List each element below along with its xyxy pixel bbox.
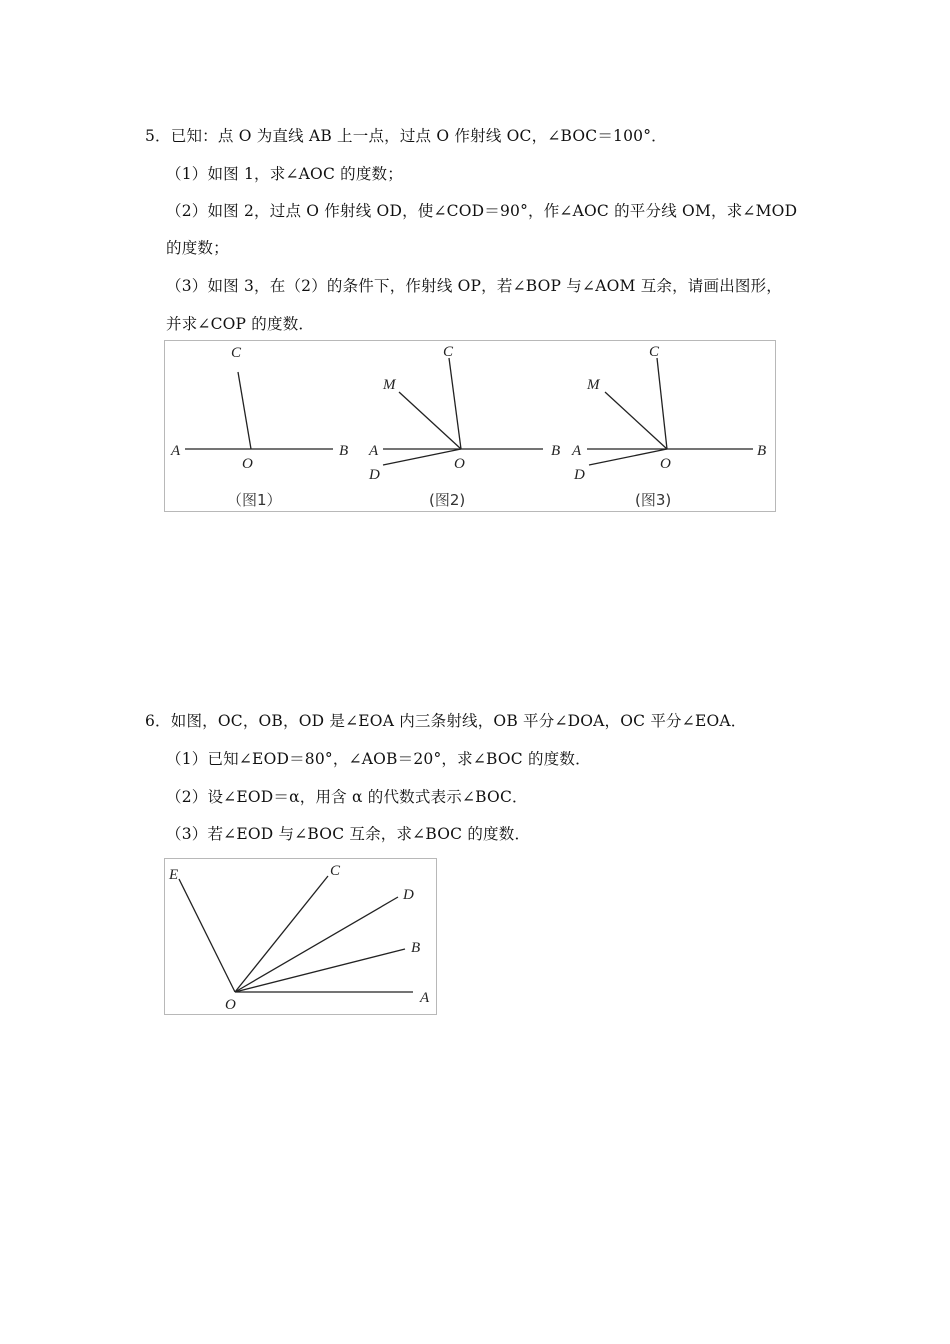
q6-ray-od bbox=[235, 897, 398, 992]
fig2-label-m: M bbox=[383, 377, 396, 393]
fig3-label-a: A bbox=[572, 443, 582, 459]
fig3-label-d: D bbox=[574, 467, 585, 483]
q6-stem: 6．如图，OC，OB，OD 是∠EOA 内三条射线，OB 平分∠DOA，OC 平分∠EOA． bbox=[145, 712, 747, 730]
q5-part2-line2: 的度数； bbox=[166, 239, 229, 257]
q6-label-d: D bbox=[403, 887, 414, 903]
fig2-ray-od bbox=[383, 449, 461, 465]
fig3-label-m: M bbox=[587, 377, 600, 393]
q6-label-e: E bbox=[169, 867, 179, 883]
fig3-label-o: O bbox=[660, 456, 671, 472]
q5-part2-line1: （2）如图 2，过点 O 作射线 OD，使∠COD＝90°，作∠AOC 的平分线 OM，求∠MOD bbox=[166, 202, 798, 220]
fig2-label-o: O bbox=[454, 456, 465, 472]
q6-ray-ob bbox=[235, 949, 405, 992]
fig2-caption: (图2) bbox=[429, 491, 466, 509]
q6-part2: （2）设∠EOD＝α，用含 α 的代数式表示∠BOC． bbox=[166, 788, 528, 806]
fig1-label-a: A bbox=[171, 443, 181, 459]
fig1-ray-oc bbox=[238, 372, 251, 449]
fig2-label-b: B bbox=[551, 443, 561, 459]
fig1-label-c: C bbox=[231, 345, 242, 361]
q6-part1: （1）已知∠EOD＝80°，∠AOB＝20°，求∠BOC 的度数． bbox=[166, 750, 591, 768]
fig2-label-d: D bbox=[369, 467, 380, 483]
q6-ray-oe bbox=[179, 879, 235, 992]
fig3-ray-oc bbox=[657, 358, 667, 449]
q6-figure bbox=[164, 858, 437, 1015]
fig1-label-b: B bbox=[339, 443, 349, 459]
fig3-label-c: C bbox=[649, 344, 660, 360]
q6-part3: （3）若∠EOD 与∠BOC 互余，求∠BOC 的度数． bbox=[166, 825, 531, 843]
q6-label-a: A bbox=[420, 990, 430, 1006]
q5-stem: 5．已知：点 O 为直线 AB 上一点，过点 O 作射线 OC，∠BOC＝100°． bbox=[145, 127, 667, 145]
q6-label-c: C bbox=[330, 863, 341, 879]
q5-part1: （1）如图 1，求∠AOC 的度数； bbox=[166, 165, 403, 183]
fig2-label-c: C bbox=[443, 344, 454, 360]
fig2-ray-oc bbox=[449, 358, 461, 449]
q6-label-b: B bbox=[411, 940, 421, 956]
fig3-label-b: B bbox=[757, 443, 767, 459]
q5-figure bbox=[164, 340, 776, 512]
fig2-ray-om bbox=[399, 392, 461, 449]
q5-fig3 bbox=[571, 344, 766, 509]
q6-ray-oc bbox=[235, 876, 328, 992]
fig3-ray-od bbox=[589, 449, 667, 465]
q5-part3-line1: （3）如图 3，在（2）的条件下，作射线 OP，若∠BOP 与∠AOM 互余，请画出图形， bbox=[166, 277, 782, 295]
q5-fig1 bbox=[170, 345, 348, 509]
q6-label-o: O bbox=[225, 997, 236, 1013]
fig1-label-o: O bbox=[242, 456, 253, 472]
q5-fig2 bbox=[368, 344, 560, 509]
fig2-label-a: A bbox=[369, 443, 379, 459]
fig1-caption: （图1） bbox=[227, 491, 282, 509]
fig3-caption: (图3) bbox=[635, 491, 672, 509]
fig3-ray-om bbox=[605, 392, 667, 449]
q5-part3-line2: 并求∠COP 的度数． bbox=[166, 315, 315, 333]
